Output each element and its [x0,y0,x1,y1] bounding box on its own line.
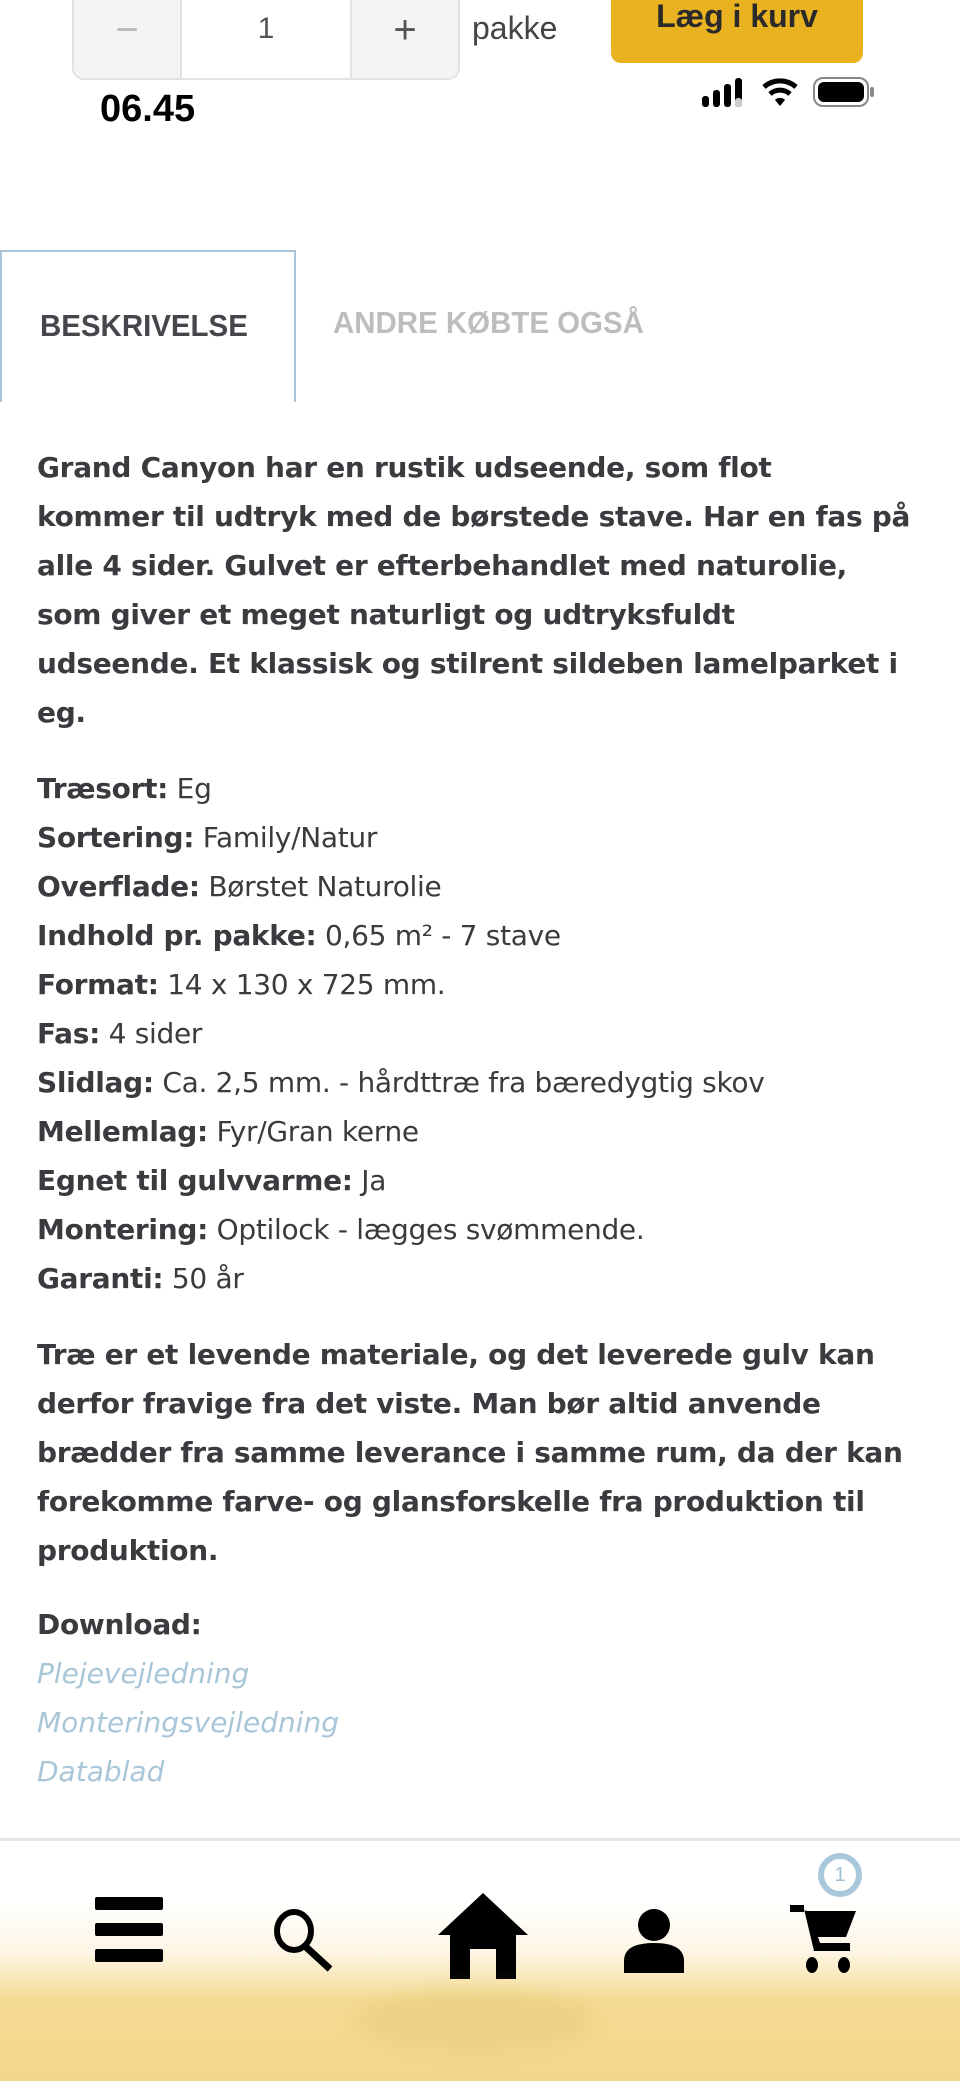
spec-value: Eg [168,772,212,805]
spec-row [37,1205,764,1254]
text-line: brædder fra samme leverance i samme rum, da der kan [37,1436,903,1469]
home-icon[interactable] [438,1893,528,1983]
spec-label: Mellemlag: [37,1115,208,1148]
spec-row [37,1254,764,1303]
download-heading: Download: [37,1608,202,1641]
spec-label: Montering: [37,1213,208,1246]
tab-andre-kobte-ogsa[interactable]: ANDRE KØBTE OGSÅ [333,305,644,340]
text-line: Træ er et levende materiale, og det leverede gulv kan [37,1338,875,1371]
link-monteringsvejledning[interactable]: Monteringsvejledning [37,1706,340,1739]
link-plejevejledning[interactable]: Plejevejledning [37,1657,250,1690]
spec-value: 50 år [163,1262,244,1295]
text-line: produktion. [37,1534,219,1567]
decrement-button[interactable]: − [74,0,180,78]
download-links [37,1649,339,1796]
battery-icon [812,76,876,108]
status-icons [700,76,876,108]
text-line: alle 4 sider. Gulvet er efterbehandlet med naturolie, [37,549,847,582]
spec-row [37,911,764,960]
spec-row [37,960,764,1009]
spec-row [37,1009,764,1058]
spec-label: Egnet til gulvvarme: [37,1164,353,1197]
text-line: eg. [37,696,86,729]
text-line: derfor fravige fra det viste. Man bør altid anvende [37,1387,821,1420]
menu-icon[interactable] [95,1895,163,1967]
spec-label: Træsort: [37,772,169,805]
spec-row [37,764,764,813]
spec-value: Optilock - lægges svømmende. [208,1213,645,1246]
add-to-cart-button[interactable]: Læg i kurv [611,0,863,63]
spec-value: 0,65 m² - 7 stave [316,919,561,952]
tab-beskrivelse[interactable] [0,250,296,402]
spec-list [37,764,764,1303]
quantity-input[interactable]: 1 [180,0,352,78]
spec-label: Format: [37,968,159,1001]
increment-button[interactable]: + [352,0,458,78]
tab-label: BESKRIVELSE [40,308,248,343]
link-datablad[interactable]: Datablad [37,1755,165,1788]
spec-value: Fyr/Gran kerne [207,1115,419,1148]
text-line: som giver et meget naturligt og udtryksfuldt [37,598,735,631]
text-line: udseende. Et klassisk og stilrent sildeben lamelparket i [37,647,898,680]
spec-label: Garanti: [37,1262,164,1295]
signal-icon [700,76,748,108]
spec-label: Overflade: [37,870,200,903]
spec-value: Ja [352,1164,387,1197]
spec-value: Family/Natur [194,821,378,854]
quantity-stepper [72,0,460,80]
spec-label: Indhold pr. pakke: [37,919,317,952]
text-line: kommer til udtryk med de børstede stave. Har en fas på [37,500,911,533]
cart-icon[interactable] [790,1901,858,1977]
description-disclaimer [37,1330,903,1575]
spec-value: Børstet Naturolie [199,870,442,903]
wifi-icon [762,77,798,107]
spec-row [37,813,764,862]
account-icon[interactable] [622,1909,686,1977]
spec-row [37,1107,764,1156]
spec-value: 4 sider [100,1017,203,1050]
cart-count-badge: 1 [818,1853,862,1897]
text-line: Grand Canyon har en rustik udseende, som flot [37,451,772,484]
spec-label: Fas: [37,1017,101,1050]
spec-row [37,862,764,911]
unit-label: pakke [472,10,558,46]
spec-row [37,1058,764,1107]
status-time: 06.45 [100,88,196,130]
spec-value: Ca. 2,5 mm. - hårdttræ fra bæredygtig skov [153,1066,765,1099]
description-intro [37,443,910,737]
spec-label: Sortering: [37,821,195,854]
home-indicator [355,1990,595,2050]
spec-value: 14 x 130 x 725 mm. [158,968,446,1001]
spec-label: Slidlag: [37,1066,154,1099]
search-icon[interactable] [272,1909,336,1977]
text-line: forekomme farve- og glansforskelle fra produktion til [37,1485,865,1518]
spec-row [37,1156,764,1205]
